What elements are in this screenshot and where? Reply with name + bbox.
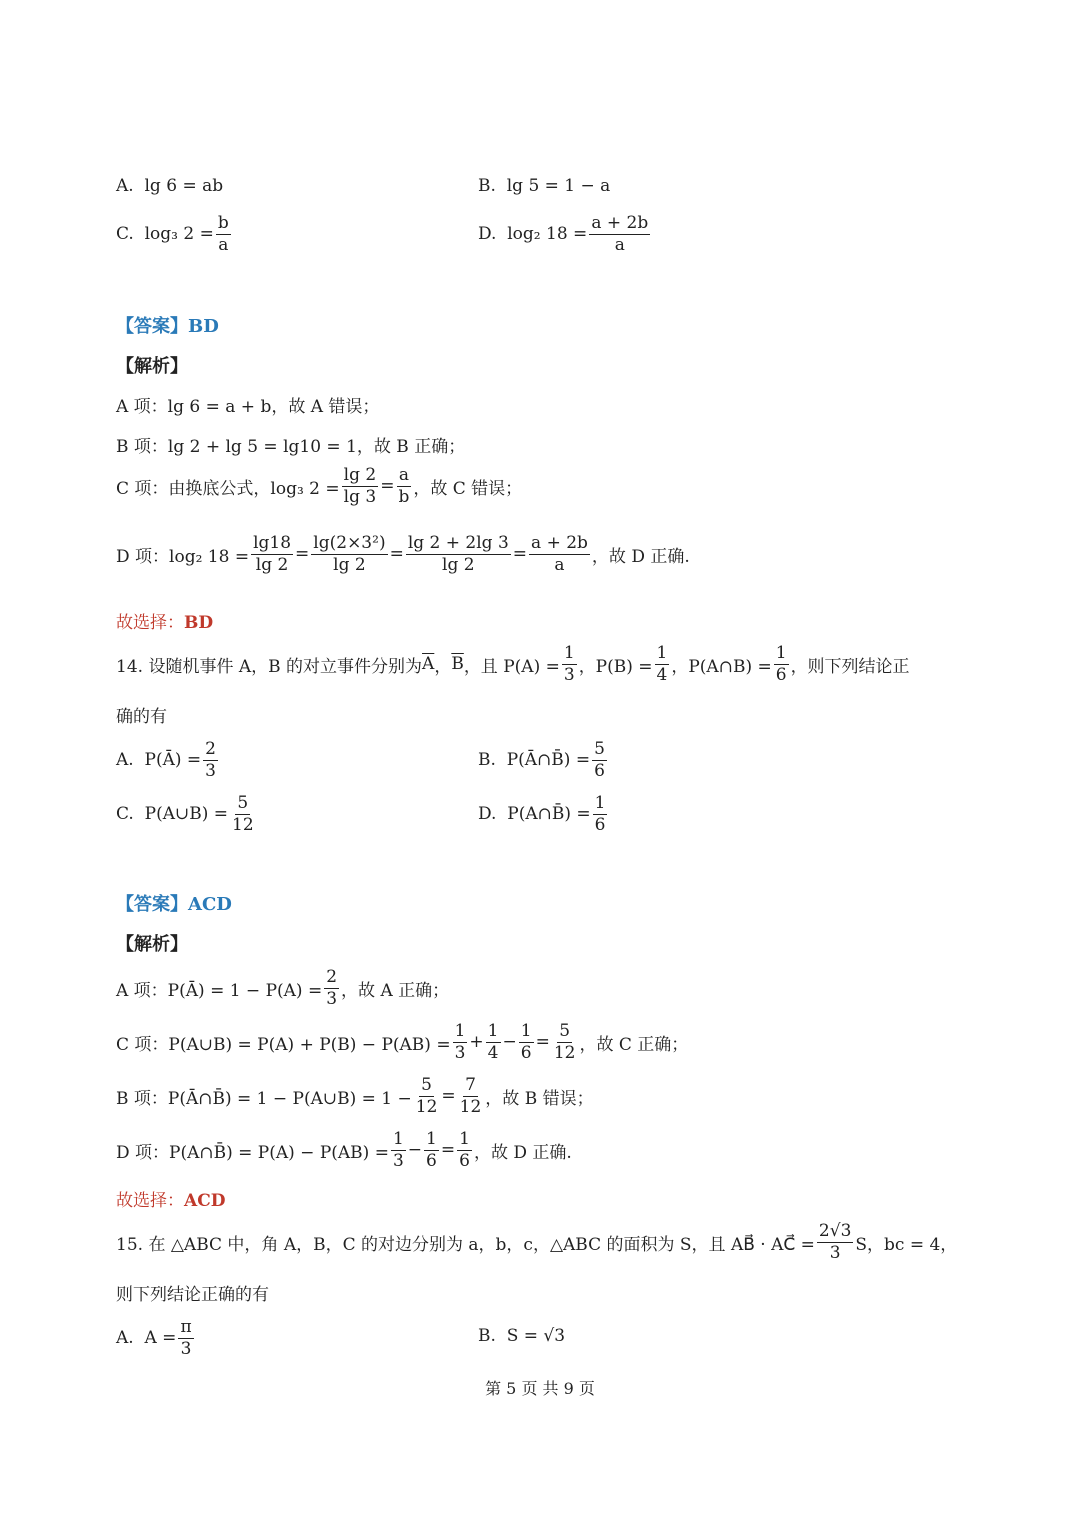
frac-den: 3 [392,1150,404,1171]
q14-analysis-c [116,1022,688,1062]
frac-den: 3 [454,1042,466,1063]
frac-num: 1 [426,1129,437,1149]
analysis-text: ，故 B 错误； [485,1088,594,1109]
option-label: D. [478,224,497,245]
frac-den: 12 [553,1042,576,1063]
analysis-text: D 项：P(A∩B̄) = P(A) − P(AB) = [116,1142,389,1163]
stem-text: ，则下列结论正 [790,656,910,677]
fraction [592,740,607,780]
q13-option-d [478,214,652,254]
q14-analysis-b [116,1076,594,1116]
stem-text: S，bc = 4， [855,1234,958,1255]
frac-den: 12 [459,1096,482,1117]
frac-den: 4 [656,664,668,685]
frac-num: 1 [392,1129,404,1149]
frac-den: 6 [520,1042,532,1063]
minus-sign: − [407,1140,423,1161]
q15-option-a [116,1318,196,1358]
frac-den: 12 [415,1096,438,1117]
minus-sign: − [502,1032,517,1053]
frac-num: a + 2b [531,533,588,553]
equals-sign: = [440,1140,456,1161]
fraction [230,794,256,834]
fraction [396,466,411,506]
equals-sign: = [295,544,310,565]
page-footer: 第 5 页 共 9 页 [485,1379,595,1398]
fraction [342,466,379,506]
equals-sign: = [389,544,404,565]
frac-den: 6 [594,814,606,835]
q15-stem-line2: 则下列结论正确的有 [116,1285,269,1305]
frac-num: 1 [563,643,575,663]
analysis-text: ，故 D 正确. [591,546,690,567]
frac-num: π [180,1317,192,1337]
frac-num: 1 [454,1021,466,1041]
frac-den: lg 2 [442,554,475,575]
option-text: lg 5 = 1 − a [506,176,611,196]
option-lhs: A = [144,1328,177,1349]
q15-stem [116,1222,957,1262]
frac-den: lg 2 [333,554,366,575]
fraction [414,1076,440,1116]
frac-den: 3 [326,988,338,1009]
option-label: C. [116,224,134,245]
frac-num: 2 [205,739,216,759]
frac-num: 1 [594,793,606,813]
equals-sign: = [441,1086,456,1107]
analysis-text: A 项：P(Ā) = 1 − P(A) = [116,980,323,1001]
option-label: D. [478,804,497,825]
option-label: A. [116,1328,134,1349]
q14-option-c [116,794,258,834]
analysis-text: D 项：log₂ 18 = [116,546,250,567]
option-label: A. [116,176,134,196]
stem-text: 14. 设随机事件 A，B 的对立事件分别为 [116,656,423,677]
frac-num: 1 [775,643,787,663]
option-lhs: P(Ā) = [144,750,202,771]
q13-answer: 【答案】BD [116,316,219,337]
stem-text: 15. 在 △ABC 中，角 A，B，C 的对边分别为 a，b，c，△ABC 的面积为 S，且 AB⃗ · AC⃗ = [116,1234,815,1255]
option-lhs: log₃ 2 = [144,224,214,245]
q14-choose [116,1186,225,1211]
option-lhs: log₂ 18 = [507,224,588,245]
option-lhs: P(A∩B̄) = [507,804,591,825]
analysis-text: C 项：由换底公式，log₃ 2 = [116,478,340,499]
fraction [457,1130,472,1170]
frac-den: a [218,234,229,255]
frac-den: 6 [426,1150,437,1171]
choose-value: ACD [184,1191,226,1211]
fraction [406,534,511,574]
fraction [458,1076,484,1116]
frac-den: 3 [180,1338,192,1359]
frac-num: 5 [237,793,249,813]
fraction [453,1022,468,1062]
frac-den: 6 [594,760,605,781]
fraction [203,740,218,780]
q14-stem: 14. 设随机事件 A，B 的对立事件分别为 $\overline{A}$ ， $\overline{B}$ ，且 P(A) = $\frac{1}{3}$ ，P(B) = $\frac{1}{4}$ ，P(A∩B) = $\frac{1}{6}$ ，则下列结论正 [116,643,910,685]
frac-den: 4 [487,1042,499,1063]
frac-num: 1 [487,1021,499,1041]
q13-choose [116,608,213,633]
q14-option-b [478,740,609,780]
analysis-text: ，故 D 正确. [473,1142,572,1163]
fraction [424,1130,439,1170]
option-label: B. [478,750,496,771]
frac-den: a [614,234,625,255]
q14-answer: 【答案】ACD [116,894,232,915]
frac-den: a [554,554,565,575]
stem-text: ，P(B) = [578,656,653,677]
frac-num: 1 [459,1129,470,1149]
option-text: S = √3 [506,1326,566,1346]
frac-num: lg18 [253,533,292,553]
frac-den: b [398,486,410,507]
fraction [562,644,577,684]
frac-den: 3 [829,1242,841,1263]
frac-num: 2√3 [818,1221,852,1241]
choose-value: BD [184,613,214,633]
fraction [552,1022,578,1062]
frac-den: 3 [563,664,575,685]
frac-num: 5 [559,1021,571,1041]
fraction [324,968,339,1008]
option-lhs: P(Ā∩B̄) = [506,750,591,771]
q13-analysis-c [116,466,522,506]
q13-analysis-label: 【解析】 [116,356,188,377]
option-text: lg 6 = ab [144,176,224,196]
q14-stem-line2: 确的有 [116,707,167,727]
stem-text: ，P(A∩B) = [671,656,772,677]
q14-analysis-label: 【解析】 [116,934,188,955]
fraction [655,644,670,684]
fraction [178,1318,193,1358]
equals-sign: = [535,1032,550,1053]
fraction [529,534,590,574]
frac-den: 6 [775,664,787,685]
plus-sign: + [469,1032,484,1053]
frac-den: 3 [205,760,216,781]
fraction [391,1130,406,1170]
fraction [774,644,789,684]
b-bar: $\overline{B}$ [451,654,464,675]
frac-num: lg(2×3²) [313,533,386,553]
frac-den: lg 3 [343,486,377,507]
q14-analysis-a [116,968,449,1008]
a-bar: $\overline{A}$ [422,654,435,675]
q14-option-d [478,794,609,834]
frac-num: a + 2b [591,213,649,233]
q13-option-b [478,176,610,196]
frac-num: lg 2 [343,465,377,485]
analysis-text: ，故 C 正确； [579,1034,689,1055]
equals-sign: = [380,476,395,497]
stem-text: ，且 P(A) = [463,656,560,677]
fraction [216,214,231,254]
option-label: C. [116,804,134,825]
equals-sign: = [512,544,528,565]
option-label: A. [116,750,134,771]
q13-analysis-b: B 项：lg 2 + lg 5 = lg10 = 1，故 B 正确； [116,437,466,457]
fraction [589,214,650,254]
analysis-text: C 项：P(A∪B) = P(A) + P(B) − P(AB) = [116,1034,451,1055]
fraction [311,534,387,574]
frac-num: a [398,465,409,485]
analysis-text: ，故 C 错误； [413,478,523,499]
choose-label: 故选择： [116,1191,184,1211]
choose-label: 故选择： [116,613,184,633]
frac-num: 1 [520,1021,532,1041]
analysis-text: B 项：P(Ā∩B̄) = 1 − P(A∪B) = 1 − [116,1088,412,1109]
q13-analysis-d [116,534,690,574]
frac-den: 12 [232,814,254,835]
q14-analysis-d [116,1130,572,1170]
fraction [486,1022,501,1062]
q13-option-a [116,176,223,196]
frac-num: b [217,213,229,233]
frac-num: lg 2 + 2lg 3 [407,533,509,553]
fraction [593,794,608,834]
frac-num: 1 [656,643,668,663]
fraction [519,1022,534,1062]
q13-analysis-a: A 项：lg 6 = a + b，故 A 错误； [116,397,380,417]
frac-den: lg 2 [255,554,289,575]
analysis-text: ，故 A 正确； [341,980,450,1001]
frac-num: 5 [594,739,605,759]
fraction [817,1222,853,1262]
fraction [251,534,293,574]
frac-den: 6 [459,1150,470,1171]
option-label: B. [478,1326,496,1346]
q15-option-b [478,1326,565,1346]
frac-num: 5 [421,1075,432,1095]
q13-option-c [116,214,233,254]
frac-num: 7 [465,1075,476,1095]
option-label: B. [478,176,496,196]
q14-option-a [116,740,220,780]
option-lhs: P(A∪B) = [144,804,228,825]
frac-num: 2 [326,967,338,987]
